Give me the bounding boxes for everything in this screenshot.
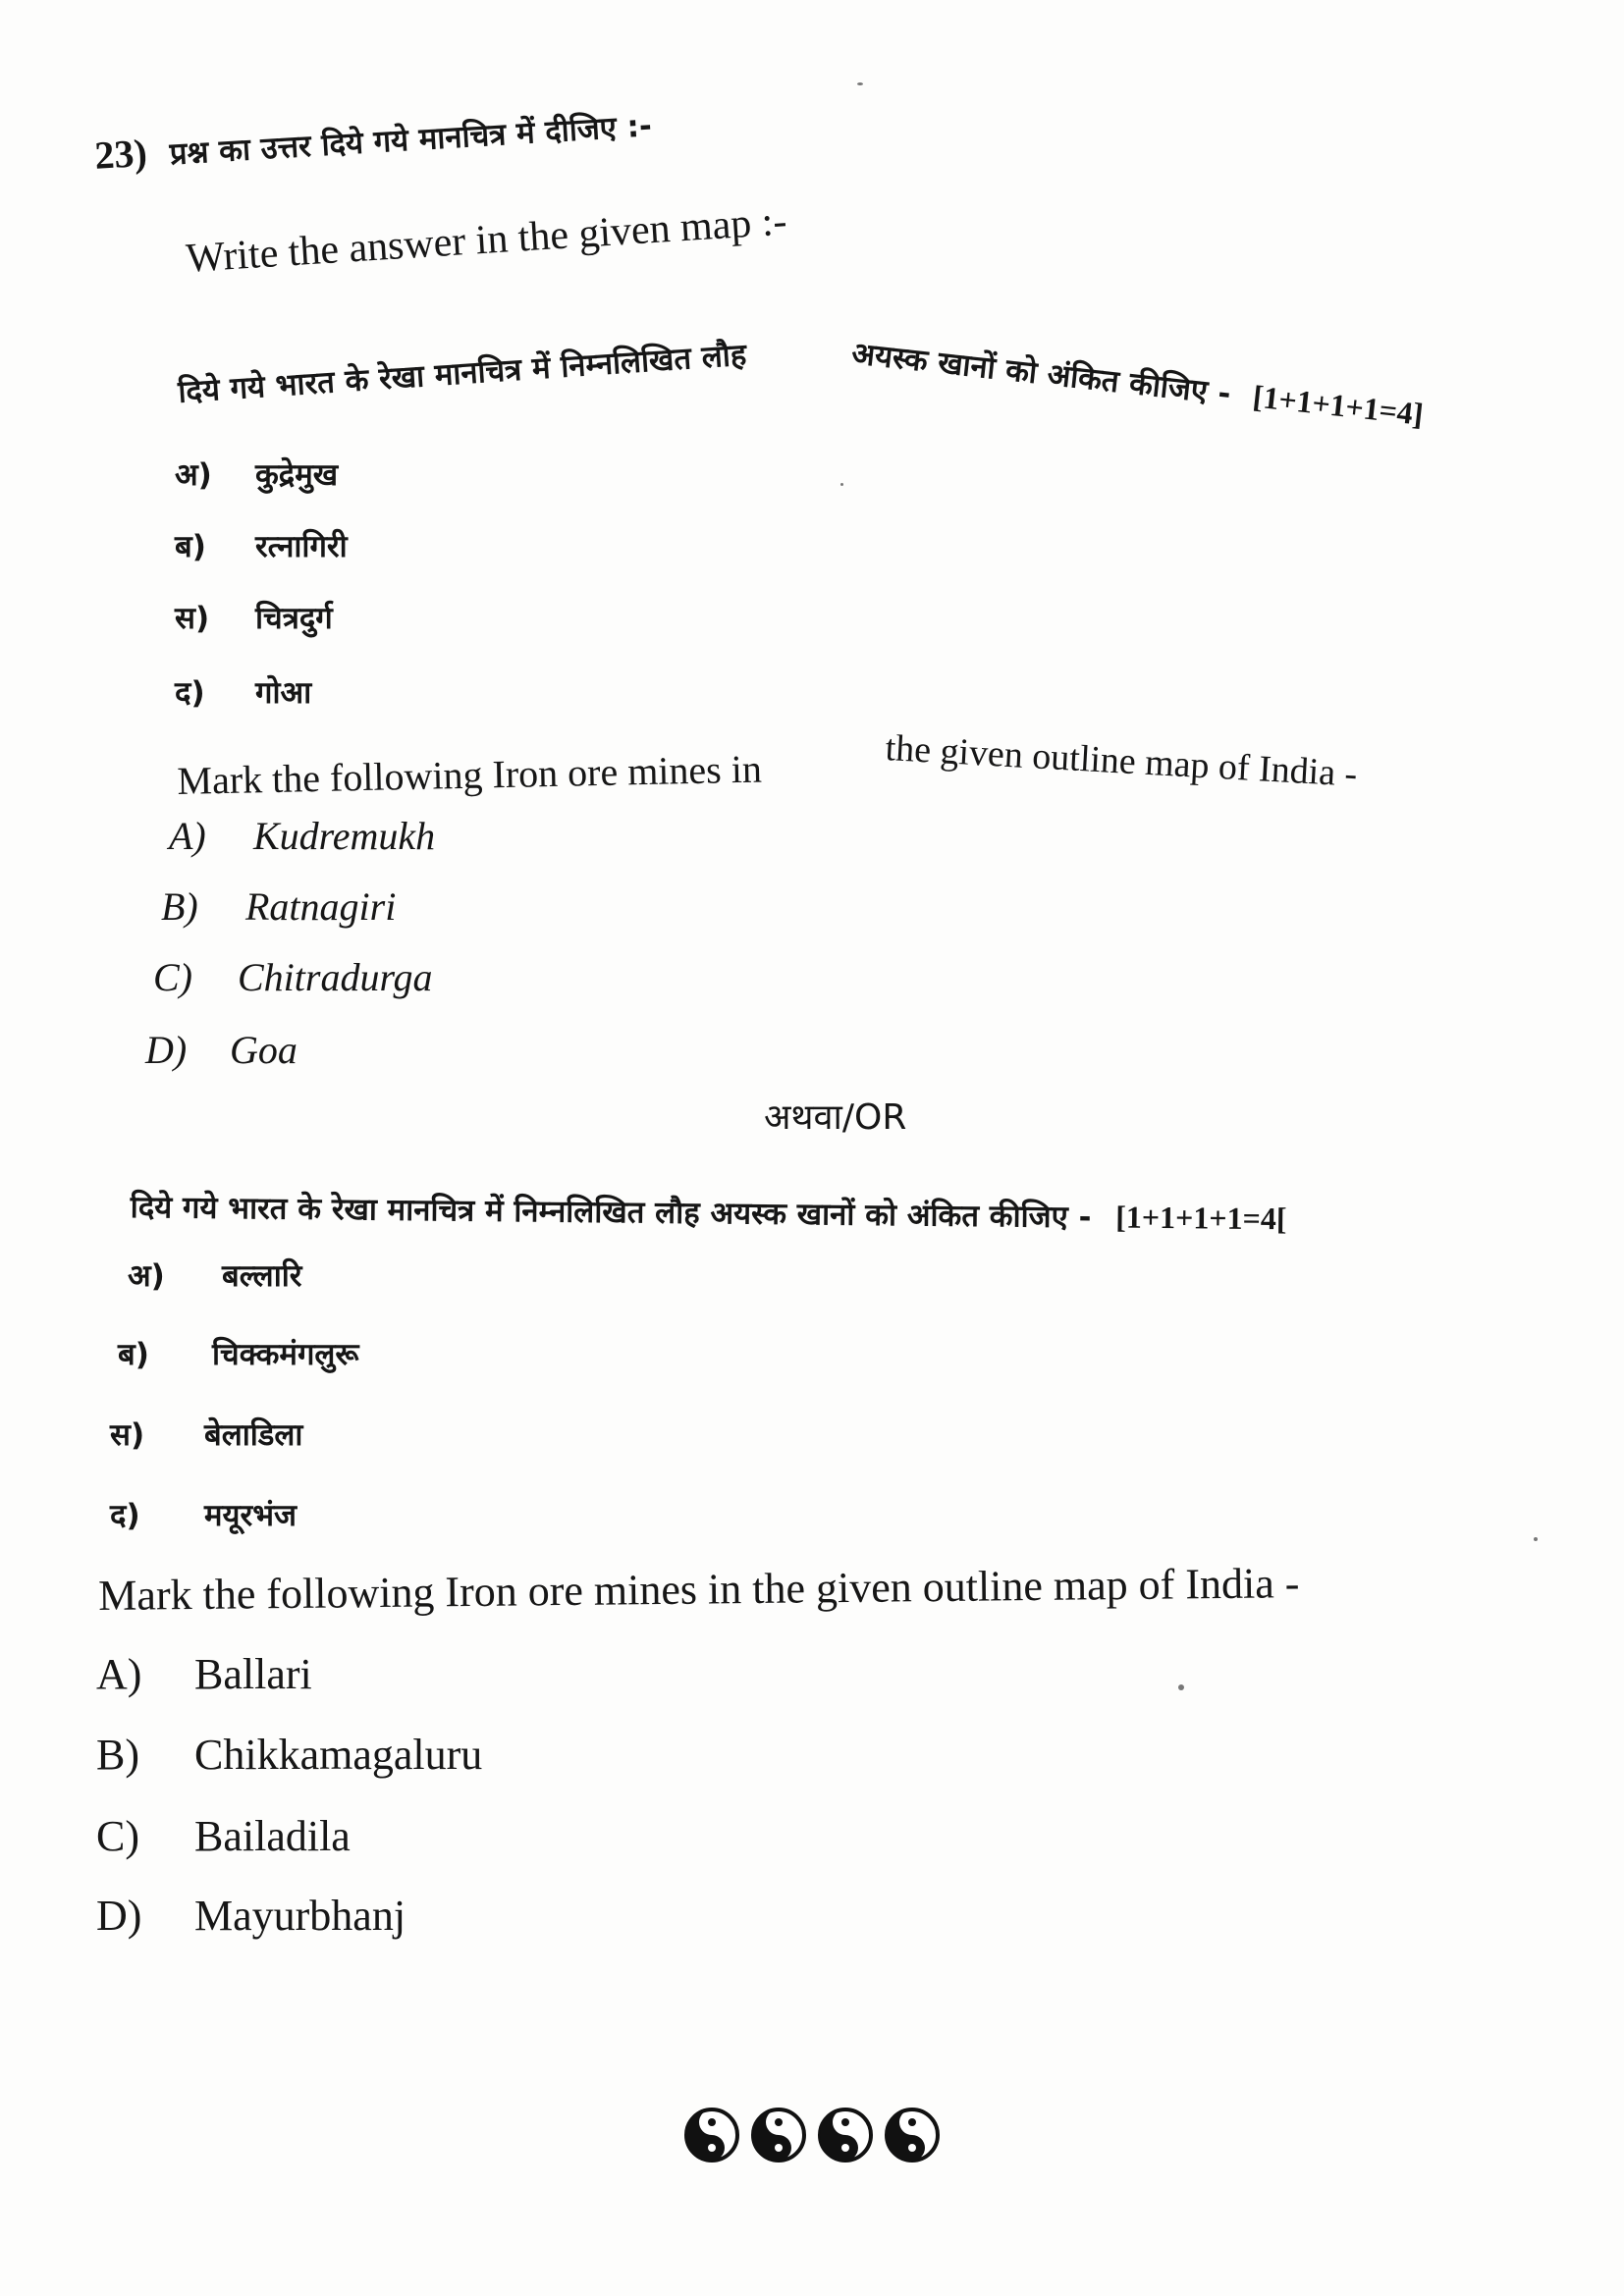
part2-english-item [96, 1730, 482, 1780]
item-text: मयूरभंज [204, 1498, 297, 1533]
yin-yang-icon [683, 2107, 740, 2163]
item-label: C) [153, 955, 192, 999]
part1-instruction-hindi-a: दिये गये भारत के रेखा मानचित्र में निम्नलिखित लौह [177, 337, 748, 410]
item-label: द) [175, 675, 205, 711]
item-label: B) [161, 884, 198, 929]
part1-english-item [145, 1027, 298, 1073]
item-label: स) [110, 1417, 145, 1453]
part2-hindi-item [110, 1494, 297, 1535]
part1-hindi-item [175, 671, 311, 713]
part1-hindi-item [175, 525, 348, 566]
item-text: गोआ [255, 675, 312, 711]
item-label: अ) [128, 1258, 165, 1294]
part2-english-item [96, 1811, 351, 1861]
item-text: Kudremukh [253, 814, 436, 858]
item-label: C) [96, 1812, 139, 1860]
item-label: ब) [175, 529, 206, 564]
item-label: B) [96, 1731, 139, 1779]
part2-instruction-english: Mark the following Iron ore mines in the given outline map of India - [98, 1559, 1300, 1620]
item-text: बल्लारि [222, 1258, 302, 1294]
item-text: Bailadila [194, 1812, 351, 1860]
item-label: अ) [175, 457, 212, 493]
part2-english-item [96, 1891, 406, 1941]
item-text: Mayurbhanj [194, 1892, 406, 1940]
scan-speck [857, 82, 863, 85]
part2-instruction-hindi-text: दिये गये भारत के रेखा मानचित्र में निम्नलिखित लौह अयस्क खानों को अंकित कीजिए - [130, 1189, 1092, 1236]
item-text: Chikkamagaluru [194, 1731, 483, 1779]
item-label: D) [145, 1028, 188, 1072]
scan-speck [840, 483, 843, 486]
item-label: ब) [118, 1337, 149, 1372]
part2-instruction-hindi [131, 1186, 1287, 1239]
item-label: A) [96, 1650, 142, 1698]
question-header [93, 99, 653, 179]
part2-english-item [96, 1649, 312, 1699]
item-text: चित्रदुर्ग [255, 601, 333, 636]
item-text: कुद्रेमुख [255, 457, 339, 493]
part2-hindi-item [128, 1255, 301, 1296]
item-label: A) [169, 814, 206, 858]
scan-speck [1534, 1537, 1538, 1541]
yin-yang-icon [750, 2107, 807, 2163]
yin-yang-icon [884, 2107, 941, 2163]
part2-marks: [1+1+1+1=4[ [1115, 1199, 1287, 1237]
part1-instruction-english-a: Mark the following Iron ore mines in [177, 746, 763, 803]
part1-english-item [153, 954, 433, 1000]
item-text: Ratnagiri [245, 884, 397, 929]
item-label: द) [110, 1498, 140, 1533]
item-text: बेलाडिला [204, 1417, 303, 1453]
question-number: 23) [93, 130, 148, 178]
part1-instruction-english-b: the given outline map of India - [884, 726, 1359, 795]
question-prompt-english: Write the answer in the given map :- [185, 198, 788, 282]
part1-instruction-hindi-b [849, 332, 1425, 435]
part2-hindi-item [110, 1414, 302, 1455]
part1-instruction-hindi-b-text: अयस्क खानों को अंकित कीजिए - [849, 335, 1233, 412]
footer-ornament [0, 2107, 1624, 2163]
part1-english-item [169, 813, 435, 859]
part1-marks: [1+1+1+1=4] [1251, 378, 1426, 432]
part1-english-item [161, 883, 396, 930]
yin-yang-icon [817, 2107, 874, 2163]
part1-hindi-item [175, 597, 333, 638]
scan-speck [1178, 1684, 1184, 1690]
or-separator: अथवा/OR [764, 1097, 907, 1138]
part1-hindi-item [175, 454, 338, 495]
part2-hindi-item [118, 1333, 359, 1374]
item-text: चिक्कमंगलुरू [212, 1337, 359, 1372]
item-label: स) [175, 601, 210, 636]
item-label: D) [96, 1892, 142, 1940]
question-prompt-hindi: प्रश्न का उत्तर दिये गये मानचित्र में दीजिए :- [168, 108, 653, 173]
item-text: Chitradurga [238, 955, 433, 999]
item-text: रत्नागिरी [255, 529, 348, 564]
item-text: Goa [230, 1028, 298, 1072]
item-text: Ballari [194, 1650, 312, 1698]
